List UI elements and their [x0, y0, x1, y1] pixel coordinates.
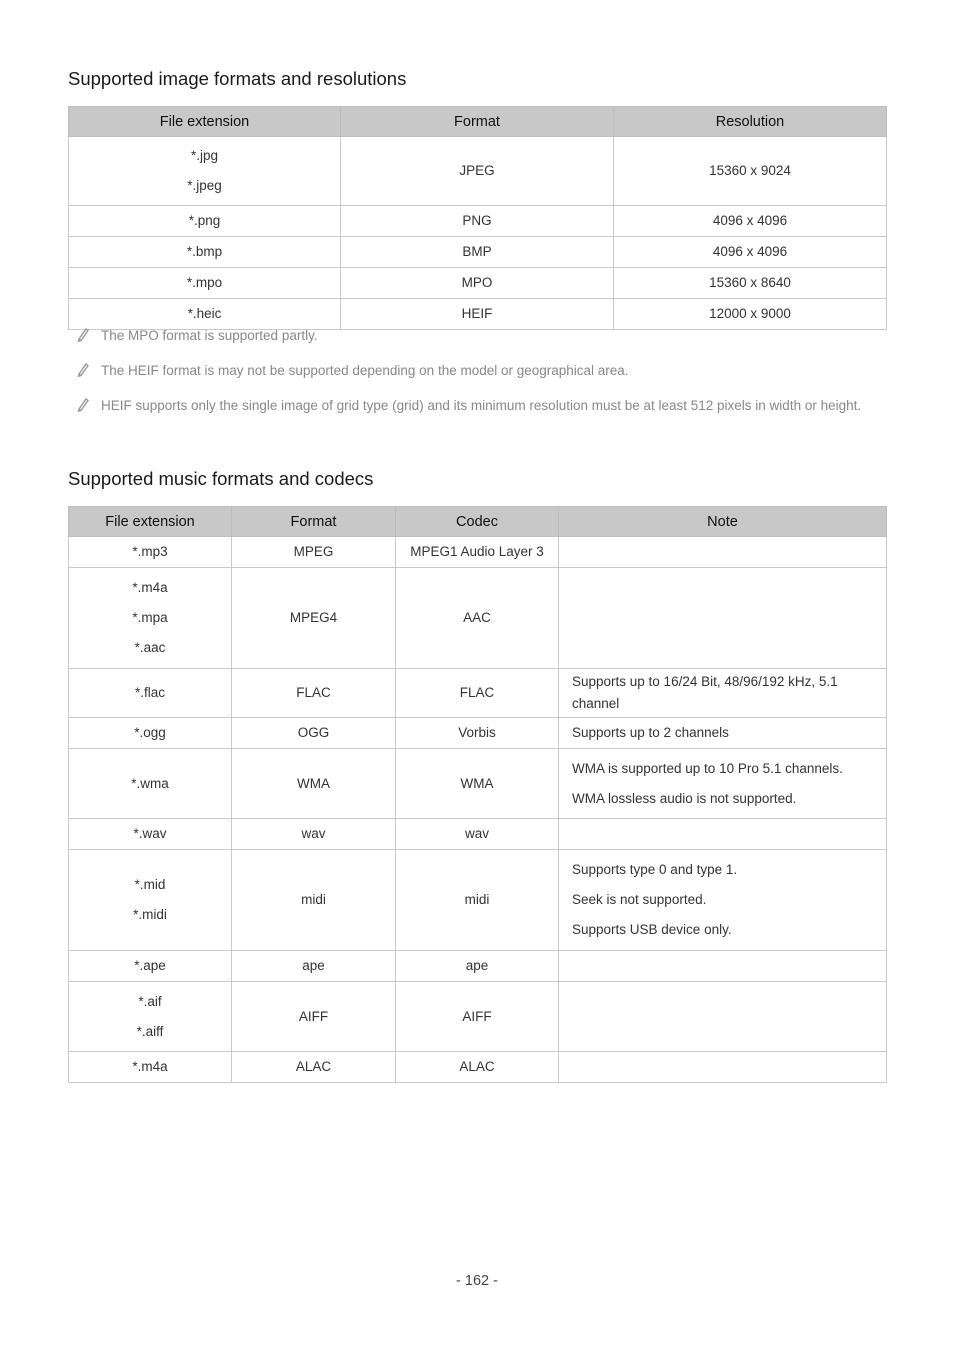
- music-formats-table: [68, 506, 887, 1083]
- table-header-row: [69, 107, 887, 137]
- cell-line: *.flac: [134, 685, 165, 700]
- pencil-icon: [76, 396, 90, 412]
- cell-file-extension: [69, 237, 341, 268]
- note-text: HEIF supports only the single image of grid type (grid) and its minimum resolution must be at least 512 pixels in width or height.: [101, 398, 862, 413]
- cell-line: *.heic: [187, 306, 222, 321]
- table-row: [69, 850, 887, 951]
- cell-format: MPEG: [232, 537, 396, 568]
- table-row: [69, 137, 887, 206]
- cell-resolution: 15360 x 9024: [614, 137, 887, 206]
- table-row: [69, 982, 887, 1052]
- cell-note: [559, 850, 887, 951]
- cell-file-extension: [69, 268, 341, 299]
- header-resolution: Resolution: [614, 107, 887, 137]
- cell-note: [559, 819, 887, 850]
- cell-line: *.wav: [133, 826, 167, 841]
- cell-format: BMP: [341, 237, 614, 268]
- cell-line: *.aac: [134, 640, 166, 655]
- note-item: [68, 359, 886, 382]
- cell-codec: FLAC: [396, 669, 559, 718]
- cell-codec: MPEG1 Audio Layer 3: [396, 537, 559, 568]
- cell-codec: ape: [396, 951, 559, 982]
- cell-format: wav: [232, 819, 396, 850]
- pencil-icon: [76, 326, 90, 342]
- header-note: Note: [559, 507, 887, 537]
- header-file-extension: File extension: [69, 107, 341, 137]
- cell-line: WMA lossless audio is not supported.: [572, 790, 797, 806]
- cell-line: *.bmp: [186, 244, 223, 259]
- table-row: [69, 568, 887, 669]
- cell-line: *.m4a: [132, 1059, 168, 1074]
- cell-file-extension: [69, 982, 232, 1052]
- cell-note: [559, 951, 887, 982]
- cell-codec: Vorbis: [396, 718, 559, 749]
- cell-file-extension: [69, 669, 232, 718]
- cell-line: *.mpo: [186, 275, 223, 290]
- cell-file-extension: [69, 1052, 232, 1083]
- cell-format: AIFF: [232, 982, 396, 1052]
- table-row: [69, 537, 887, 568]
- table-row: [69, 1052, 887, 1083]
- cell-file-extension: [69, 951, 232, 982]
- cell-format: MPO: [341, 268, 614, 299]
- cell-codec: AIFF: [396, 982, 559, 1052]
- table-row: [69, 951, 887, 982]
- cell-format: PNG: [341, 206, 614, 237]
- cell-line: Supports up to 16/24 Bit, 48/96/192 kHz, 5.1 channel: [572, 674, 838, 711]
- header-file-extension: File extension: [69, 507, 232, 537]
- cell-file-extension: [69, 749, 232, 819]
- cell-codec: midi: [396, 850, 559, 951]
- cell-line: *.wma: [131, 775, 169, 791]
- cell-line: *.png: [188, 213, 221, 228]
- cell-line: *.jpeg: [187, 178, 222, 193]
- cell-resolution: 15360 x 8640: [614, 268, 887, 299]
- cell-line: Supports USB device only.: [572, 922, 732, 937]
- cell-resolution: 4096 x 4096: [614, 206, 887, 237]
- cell-line: Supports type 0 and type 1.: [572, 862, 738, 877]
- cell-line: *.ape: [134, 958, 166, 973]
- cell-format: JPEG: [341, 137, 614, 206]
- cell-format: HEIF: [341, 299, 614, 330]
- cell-line: *.ogg: [134, 725, 166, 740]
- cell-file-extension: [69, 568, 232, 669]
- cell-line: *.mid: [134, 877, 166, 892]
- image-formats-table: [68, 106, 887, 330]
- table-row: [69, 206, 887, 237]
- cell-format: WMA: [232, 749, 396, 819]
- cell-format: FLAC: [232, 669, 396, 718]
- cell-note: [559, 568, 887, 669]
- header-format: Format: [341, 107, 614, 137]
- cell-codec: AAC: [396, 568, 559, 669]
- header-codec: Codec: [396, 507, 559, 537]
- cell-file-extension: [69, 850, 232, 951]
- cell-note: [559, 718, 887, 749]
- table-row: [69, 237, 887, 268]
- cell-line: *.mpa: [132, 610, 168, 625]
- music-section-title: Supported music formats and codecs: [68, 468, 374, 489]
- cell-resolution: 4096 x 4096: [614, 237, 887, 268]
- cell-note: [559, 982, 887, 1052]
- image-section-title: Supported image formats and resolutions: [68, 68, 407, 89]
- table-header-row: [69, 507, 887, 537]
- cell-line: *.aiff: [136, 1023, 164, 1039]
- cell-line: *.m4a: [132, 580, 168, 595]
- cell-file-extension: [69, 206, 341, 237]
- cell-line: Seek is not supported.: [572, 892, 707, 907]
- cell-format: midi: [232, 850, 396, 951]
- table-row: [69, 819, 887, 850]
- cell-codec: ALAC: [396, 1052, 559, 1083]
- cell-note: [559, 537, 887, 568]
- cell-line: *.mp3: [132, 544, 168, 559]
- table-row: [69, 718, 887, 749]
- cell-line: Supports up to 2 channels: [572, 725, 729, 740]
- cell-line: WMA is supported up to 10 Pro 5.1 channels.: [572, 760, 843, 776]
- table-row: [69, 669, 887, 718]
- cell-file-extension: [69, 718, 232, 749]
- table-row: [69, 749, 887, 819]
- cell-line: *.jpg: [190, 148, 219, 163]
- header-format: Format: [232, 507, 396, 537]
- cell-note: [559, 749, 887, 819]
- note-text: The MPO format is supported partly.: [101, 328, 318, 343]
- note-item: [68, 324, 886, 347]
- cell-resolution: 12000 x 9000: [614, 299, 887, 330]
- cell-format: OGG: [232, 718, 396, 749]
- note-text: The HEIF format is may not be supported depending on the model or geographical area.: [101, 363, 629, 378]
- cell-codec: wav: [396, 819, 559, 850]
- cell-note: [559, 1052, 887, 1083]
- cell-codec: WMA: [396, 749, 559, 819]
- cell-file-extension: [69, 137, 341, 206]
- cell-format: MPEG4: [232, 568, 396, 669]
- cell-file-extension: [69, 537, 232, 568]
- cell-format: ape: [232, 951, 396, 982]
- note-item: [68, 394, 886, 417]
- cell-line: *.aif: [138, 993, 162, 1009]
- cell-format: ALAC: [232, 1052, 396, 1083]
- pencil-icon: [76, 361, 90, 377]
- cell-file-extension: [69, 819, 232, 850]
- table-row: [69, 268, 887, 299]
- cell-note: [559, 669, 887, 718]
- page-number: - 162 -: [456, 1273, 498, 1289]
- cell-line: *.midi: [133, 907, 167, 922]
